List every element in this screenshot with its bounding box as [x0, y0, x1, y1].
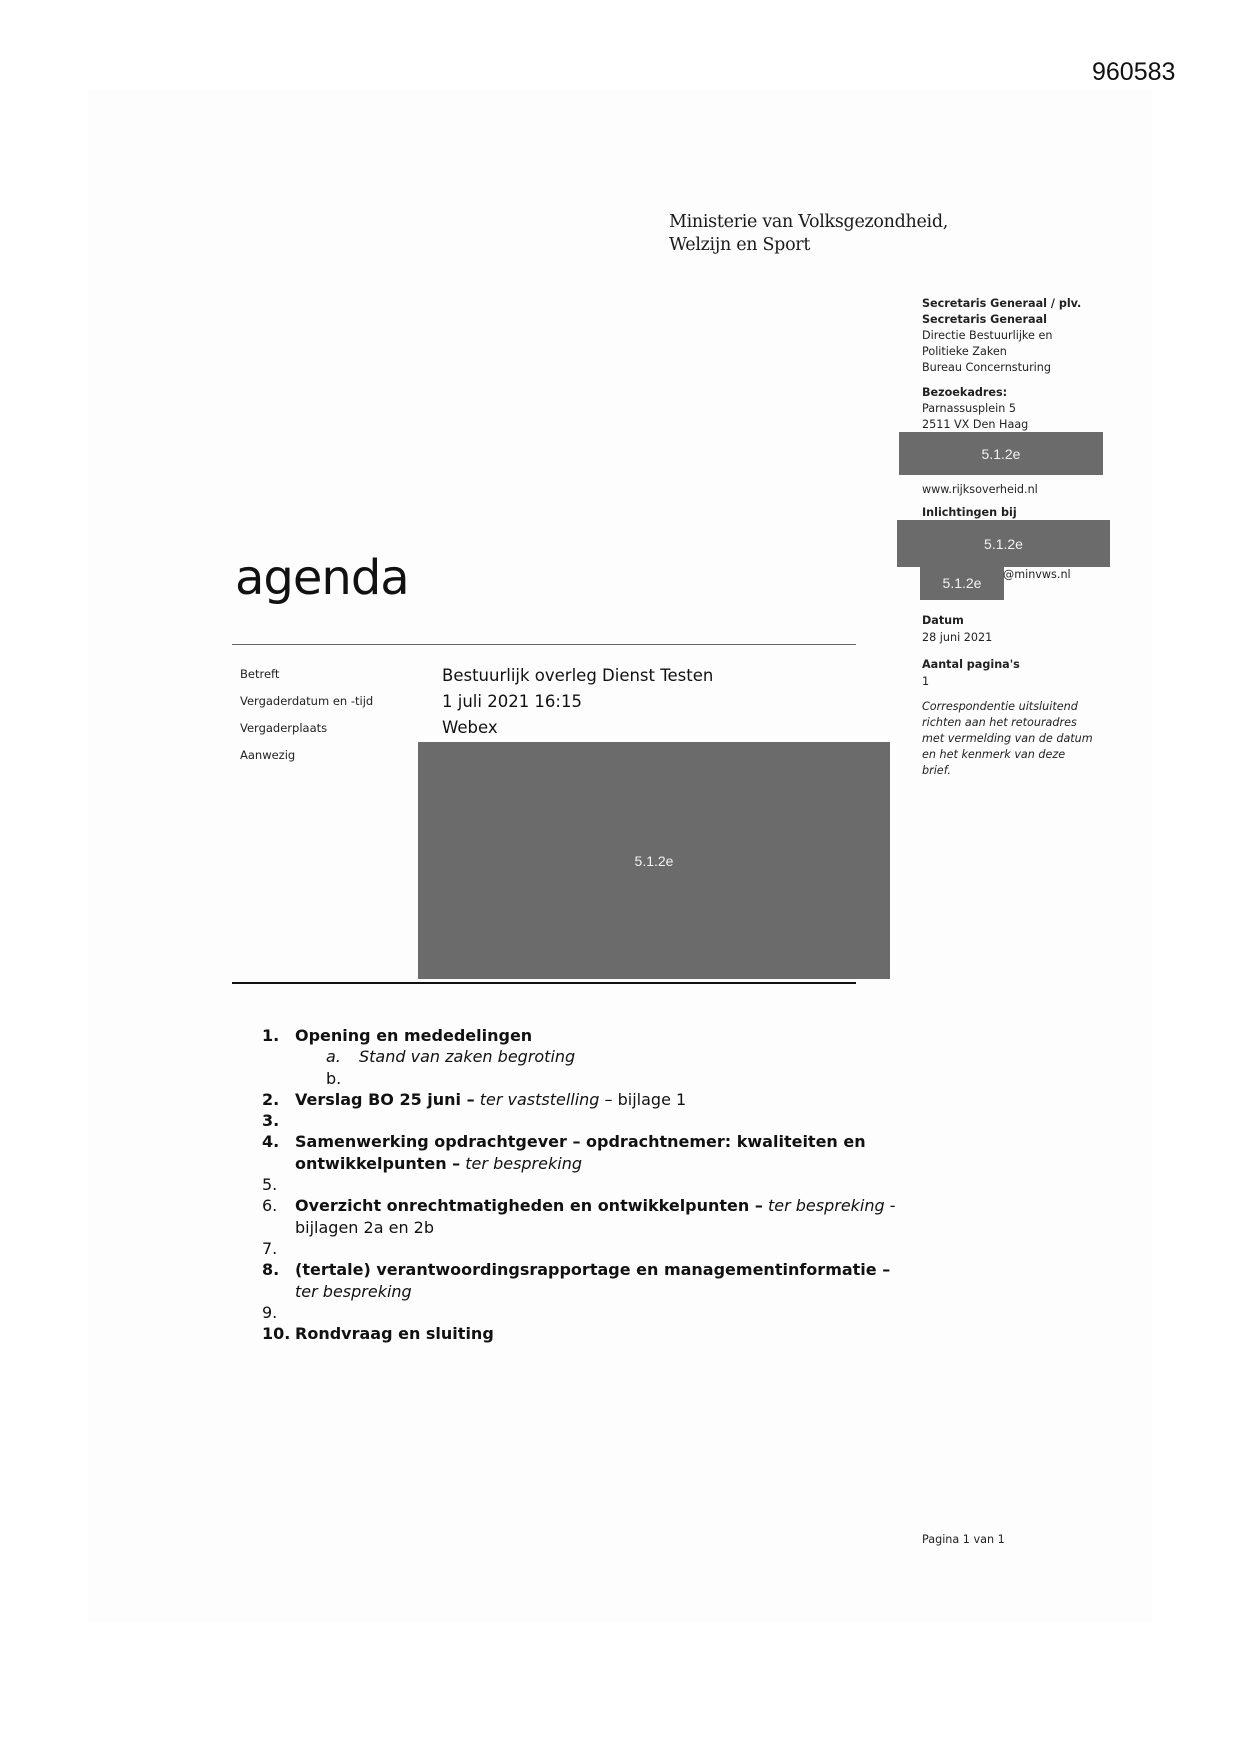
datetime-label: Vergaderdatum en -tijd — [240, 694, 374, 708]
agenda-subitem — [262, 1046, 912, 1067]
sidebar-note-line-3: met vermelding van de datum — [922, 732, 1093, 745]
agenda-item-number: 10. — [262, 1324, 291, 1344]
sidebar-bureau: Bureau Concernsturing — [922, 361, 1051, 374]
agenda-item-title: (tertale) verantwoordingsrapportage en managementinformatie – — [295, 1260, 891, 1280]
agenda-list — [262, 1025, 912, 1344]
sidebar-visit-label: Bezoekadres: — [922, 386, 1008, 399]
agenda-item — [262, 1238, 912, 1259]
agenda-subitem-letter: b. — [326, 1068, 342, 1088]
agenda-subitem-text: Stand van zaken begroting — [359, 1047, 576, 1067]
agenda-item-status: ter bespreking — [767, 1196, 885, 1216]
sidebar-org-line-2: Secretaris Generaal — [922, 313, 1047, 326]
location-label: Vergaderplaats — [240, 721, 328, 735]
redaction-block-address: 5.1.2e — [899, 432, 1103, 475]
sidebar-email-suffix: @minvws.nl — [1003, 568, 1071, 581]
subject-label: Betreft — [240, 667, 280, 681]
sidebar-note-line-5: brief. — [922, 764, 951, 777]
page-indicator: Pagina 1 van 1 — [922, 1533, 1005, 1546]
sidebar-note-line-2: richten aan het retouradres — [922, 716, 1077, 729]
page-title: agenda — [235, 550, 409, 606]
agenda-item-number: 4. — [262, 1132, 280, 1152]
ministry-line-1: Ministerie van Volksgezondheid, — [669, 212, 949, 232]
sidebar-contact-label: Inlichtingen bij — [922, 506, 1017, 519]
agenda-item-title: Opening en mededelingen — [295, 1026, 533, 1045]
agenda-item-title: Samenwerking opdrachtgever – opdrachtnemer: kwaliteiten en — [295, 1132, 866, 1152]
agenda-item — [262, 1131, 912, 1174]
agenda-item — [262, 1323, 912, 1344]
divider-top — [232, 644, 856, 645]
agenda-item-status: ter vaststelling — [479, 1089, 600, 1109]
agenda-item — [262, 1025, 912, 1046]
agenda-item-title: Overzicht onrechtmatigheden en ontwikkelpunten – — [295, 1196, 763, 1216]
redaction-block-contact-email: 5.1.2e — [920, 566, 1004, 600]
agenda-item-number: 6. — [262, 1196, 278, 1216]
agenda-item-status: ter bespreking — [295, 1281, 412, 1301]
sidebar-dept-line-2: Politieke Zaken — [922, 345, 1007, 358]
agenda-item-suffix: - — [889, 1196, 896, 1216]
agenda-item-status: ter bespreking — [465, 1153, 582, 1173]
sidebar-pages-value: 1 — [922, 675, 930, 688]
agenda-item — [262, 1195, 912, 1238]
location-value: Webex — [442, 718, 498, 737]
sidebar-website: www.rijksoverheid.nl — [922, 483, 1038, 496]
agenda-item — [262, 1259, 912, 1302]
agenda-item — [262, 1174, 912, 1195]
agenda-item-number: 9. — [262, 1302, 278, 1322]
agenda-item-attachments: bijlagen 2a en 2b — [295, 1217, 434, 1237]
agenda-item — [262, 1110, 912, 1131]
agenda-item-number: 2. — [262, 1089, 280, 1109]
ministry-logo-text — [669, 211, 948, 257]
sidebar-note-line-1: Correspondentie uitsluitend — [922, 700, 1078, 713]
sidebar-street: Parnassusplein 5 — [922, 402, 1016, 415]
agenda-item-number: 1. — [262, 1026, 280, 1045]
datetime-value: 1 juli 2021 16:15 — [442, 692, 582, 711]
document-number: 960583 — [1092, 58, 1176, 86]
sidebar-pages-label: Aantal pagina's — [922, 658, 1020, 671]
agenda-subitem-letter: a. — [326, 1047, 341, 1067]
sidebar-city: 2511 VX Den Haag — [922, 418, 1029, 431]
agenda-item-number: 8. — [262, 1260, 280, 1280]
sidebar-dept-line-1: Directie Bestuurlijke en — [922, 329, 1053, 342]
sidebar-note-line-4: en het kenmerk van deze — [922, 748, 1066, 761]
agenda-item — [262, 1089, 912, 1110]
agenda-item-suffix: – bijlage 1 — [604, 1089, 687, 1109]
agenda-item-number: 7. — [262, 1238, 278, 1258]
sidebar-date-label: Datum — [922, 614, 964, 627]
subject-value: Bestuurlijk overleg Dienst Testen — [442, 666, 714, 685]
agenda-subitem — [262, 1068, 912, 1089]
agenda-item-title-line-2: ontwikkelpunten – — [295, 1153, 461, 1173]
agenda-item-title: Rondvraag en sluiting — [295, 1324, 494, 1344]
redaction-block-contact-name: 5.1.2e — [897, 520, 1110, 567]
agenda-item-number: 3. — [262, 1111, 280, 1131]
divider-bottom — [232, 982, 856, 984]
sidebar-org-line-1: Secretaris Generaal / plv. — [922, 297, 1082, 310]
agenda-item — [262, 1302, 912, 1323]
attendees-label: Aanwezig — [240, 748, 296, 762]
ministry-line-2: Welzijn en Sport — [669, 235, 811, 255]
agenda-item-title: Verslag BO 25 juni – — [295, 1089, 475, 1109]
agenda-item-number: 5. — [262, 1175, 278, 1195]
redaction-block-attendees: 5.1.2e — [418, 742, 890, 979]
sidebar-date-value: 28 juni 2021 — [922, 631, 993, 644]
